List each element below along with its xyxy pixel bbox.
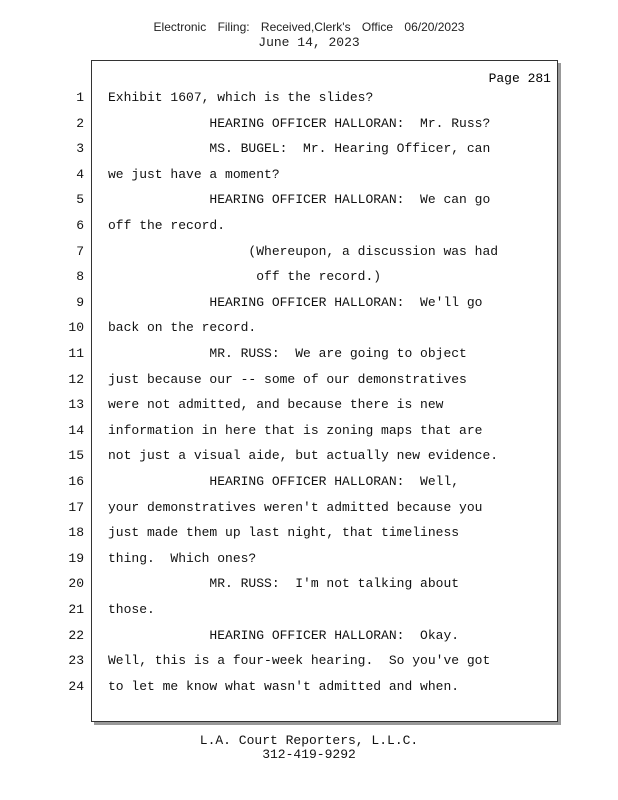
- transcript-line: [0, 500, 618, 526]
- line-number: 19: [68, 550, 84, 566]
- line-number: 16: [68, 474, 84, 489]
- line-text: HEARING OFFICER HALLORAN: Okay.: [108, 627, 460, 643]
- transcript-line: [0, 269, 618, 295]
- transcript-line: [0, 167, 618, 193]
- transcript-line: [0, 346, 618, 372]
- line-number: 17: [68, 499, 84, 515]
- line-text: HEARING OFFICER HALLORAN: Mr. Russ?: [108, 115, 491, 131]
- line-text: your demonstratives weren't admitted because you: [108, 499, 483, 515]
- footer-phone: 312-419-9292: [262, 747, 356, 762]
- line-number: 18: [68, 525, 84, 541]
- transcript-line: [0, 653, 618, 679]
- transcript-line: [0, 116, 618, 142]
- line-number: 2: [76, 115, 84, 131]
- filing-word-4: Office: [361, 20, 394, 34]
- line-text: back on the record.: [108, 320, 257, 336]
- transcript-line: [0, 218, 618, 244]
- line-number: 10: [68, 320, 84, 336]
- line-number: 23: [68, 653, 84, 669]
- line-text: HEARING OFFICER HALLORAN: Well,: [108, 474, 460, 489]
- line-text: not just a visual aide, but actually new evidence.: [108, 448, 499, 464]
- line-number: 5: [76, 192, 84, 208]
- transcript-line: [0, 295, 618, 321]
- filing-word-5: 06/20/2023: [404, 20, 465, 34]
- transcript-line: [0, 576, 618, 602]
- transcript-line: [0, 551, 618, 577]
- transcript-date: June 14, 2023: [258, 35, 360, 50]
- transcript-line: [0, 141, 618, 167]
- line-text: MR. RUSS: I'm not talking about: [108, 576, 460, 592]
- line-text: off the record.: [108, 218, 226, 233]
- line-text: Exhibit 1607, which is the slides?: [108, 90, 374, 105]
- line-number: 3: [76, 141, 84, 157]
- filing-stamp: [0, 20, 618, 34]
- line-number: 24: [68, 678, 84, 694]
- transcript-line: [0, 679, 618, 705]
- line-number: 21: [68, 602, 84, 617]
- page-number: Page 281: [488, 71, 551, 86]
- line-text: were not admitted, and because there is new: [108, 397, 444, 413]
- line-text: just because our -- some of our demonstratives: [108, 371, 467, 387]
- line-number: 8: [76, 269, 84, 285]
- line-text: those.: [108, 602, 155, 617]
- line-text: MS. BUGEL: Mr. Hearing Officer, can: [108, 141, 491, 157]
- filing-word-3: Received,Clerk's: [260, 20, 351, 34]
- line-text: HEARING OFFICER HALLORAN: We can go: [108, 192, 491, 208]
- line-number: 9: [76, 294, 84, 310]
- transcript-line: [0, 448, 618, 474]
- line-text: thing. Which ones?: [108, 550, 257, 566]
- line-number: 7: [76, 243, 84, 259]
- transcript-line: [0, 320, 618, 346]
- transcript-line: [0, 474, 618, 500]
- line-text: MR. RUSS: We are going to object: [108, 346, 467, 361]
- line-text: to let me know what wasn't admitted and when.: [108, 678, 460, 694]
- line-text: information in here that is zoning maps that are: [108, 422, 483, 438]
- line-number: 15: [68, 448, 84, 464]
- line-number: 14: [68, 422, 84, 438]
- line-number: 13: [68, 397, 84, 413]
- transcript-line: [0, 602, 618, 628]
- line-text: (Whereupon, a discussion was had: [108, 243, 499, 259]
- line-number: 12: [68, 371, 84, 387]
- line-number: 4: [76, 166, 84, 182]
- transcript-line: [0, 244, 618, 270]
- transcript-line: [0, 628, 618, 654]
- line-number: 11: [68, 346, 84, 361]
- line-text: we just have a moment?: [108, 166, 280, 182]
- transcript-line: [0, 372, 618, 398]
- line-number: 20: [68, 576, 84, 592]
- line-text: HEARING OFFICER HALLORAN: We'll go: [108, 294, 483, 310]
- filing-word-2: Filing:: [217, 20, 250, 34]
- transcript-line: [0, 397, 618, 423]
- transcript-line: [0, 90, 618, 116]
- line-number: 6: [76, 218, 84, 233]
- footer-company: L.A. Court Reporters, L.L.C.: [199, 733, 419, 748]
- line-text: off the record.): [108, 269, 382, 285]
- line-text: Well, this is a four-week hearing. So you've got: [108, 653, 491, 669]
- line-number: 22: [68, 627, 84, 643]
- transcript-line: [0, 423, 618, 449]
- filing-word-1: Electronic: [153, 20, 207, 34]
- transcript-line: [0, 192, 618, 218]
- line-number: 1: [76, 90, 84, 105]
- line-text: just made them up last night, that timeliness: [108, 525, 460, 541]
- transcript-line: [0, 525, 618, 551]
